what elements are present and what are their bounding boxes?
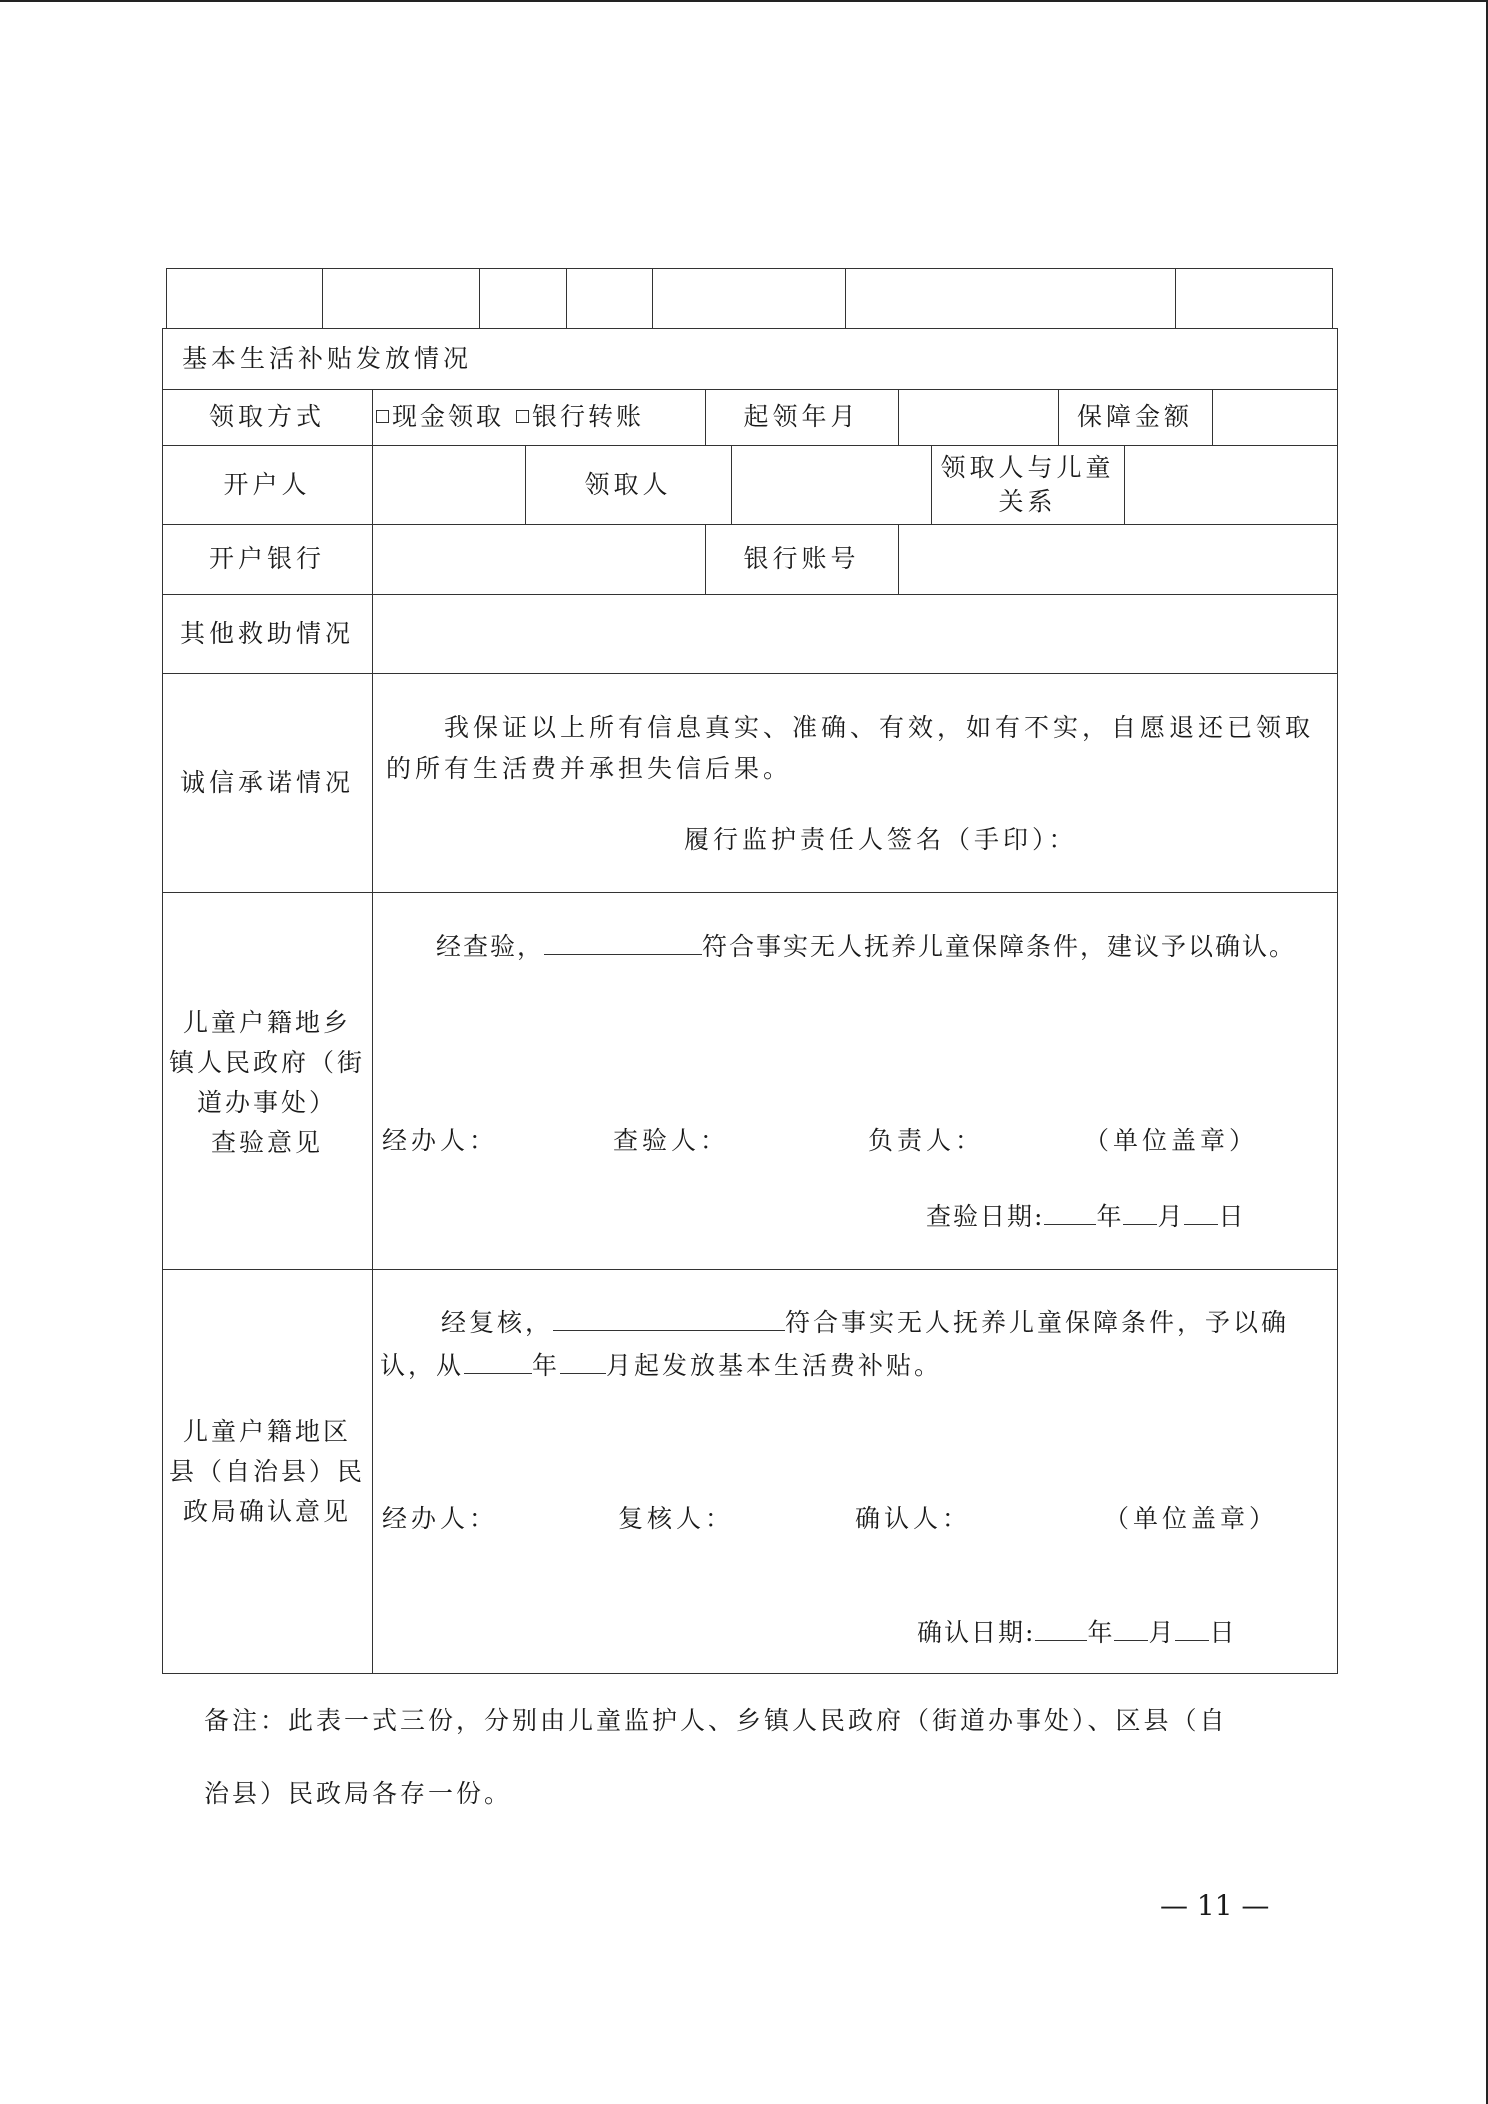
recipient-label: 领取人 xyxy=(584,469,672,499)
relation-field[interactable] xyxy=(1124,445,1337,524)
county-confirm-statement xyxy=(441,1304,1335,1342)
town-date-label: 查验日期: xyxy=(926,1202,1045,1231)
county-label-line3: 政局确认意见 xyxy=(182,1497,351,1526)
town-label-line3: 道办事处） xyxy=(196,1088,337,1117)
account-holder-field[interactable] xyxy=(372,445,525,524)
account-holder-label: 开户人 xyxy=(223,469,311,499)
relation-label-line1: 领取人与儿童 xyxy=(940,452,1115,482)
county-day-label: 日 xyxy=(1209,1618,1237,1647)
county-start-pre: 认，从 xyxy=(380,1351,465,1380)
town-label-line4: 查验意见 xyxy=(210,1128,323,1157)
county-start-post: 月起发放基本生活费补贴。 xyxy=(606,1351,943,1380)
town-statement-pre: 经查验， xyxy=(436,932,545,961)
town-responsible-label: 负责人： xyxy=(868,1126,985,1155)
town-day-label: 日 xyxy=(1218,1202,1246,1231)
grid-line xyxy=(1175,268,1176,328)
table-top-line xyxy=(166,268,1332,269)
county-year-blank[interactable] xyxy=(1035,1616,1087,1641)
integrity-text-line2: 的所有生活费并承担失信后果。 xyxy=(386,754,793,783)
county-child-name-blank[interactable] xyxy=(553,1306,785,1331)
checkbox-icon[interactable] xyxy=(516,410,529,423)
amount-label: 保障金额 xyxy=(1076,402,1193,431)
checkbox-icon[interactable] xyxy=(376,410,389,423)
town-label-line1: 儿童户籍地乡 xyxy=(182,1008,351,1037)
grid-line xyxy=(652,268,653,328)
grid-line xyxy=(162,1269,1338,1270)
town-statement-post: 符合事实无人抚养儿童保障条件，建议予以确认。 xyxy=(702,932,1297,961)
option-bank-transfer[interactable]: 银行转账 xyxy=(516,398,644,436)
county-confirm-label xyxy=(162,1412,372,1542)
guardian-signature-label: 履行监护责任人签名（手印）： xyxy=(684,825,1078,854)
town-child-name-blank[interactable] xyxy=(544,930,702,955)
town-label-line2: 镇人民政府（街 xyxy=(168,1048,365,1077)
town-year-blank[interactable] xyxy=(1044,1200,1096,1225)
grid-line xyxy=(162,892,1338,893)
method-label: 领取方式 xyxy=(208,402,325,431)
bank-account-label: 银行账号 xyxy=(743,544,860,573)
page-number: — 11 — xyxy=(1160,1889,1270,1922)
county-month-blank[interactable] xyxy=(1114,1616,1148,1641)
bank-label: 开户银行 xyxy=(208,544,325,573)
relation-label-line2: 关系 xyxy=(998,486,1057,516)
note-line1: 备注：此表一式三份，分别由儿童监护人、乡镇人民政府（街道办事处）、区县（自 xyxy=(204,1706,1228,1735)
town-year-label: 年 xyxy=(1096,1202,1124,1231)
county-handler-label: 经办人： xyxy=(382,1504,499,1533)
option-cash[interactable]: 现金领取 xyxy=(376,398,504,436)
integrity-text-line1: 我保证以上所有信息真实、准确、有效，如有不实，自愿退还已领取 xyxy=(444,713,1315,742)
county-statement-pre: 经复核， xyxy=(441,1308,554,1337)
town-month-label: 月 xyxy=(1157,1202,1185,1231)
other-aid-label: 其他救助情况 xyxy=(179,618,354,648)
town-seal-label: （单位盖章） xyxy=(1084,1126,1259,1155)
note-line2: 治县）民政局各存一份。 xyxy=(204,1779,513,1808)
county-reviewer-label: 复核人： xyxy=(618,1504,735,1533)
county-start-month-blank[interactable] xyxy=(560,1349,606,1374)
integrity-label: 诚信承诺情况 xyxy=(179,767,354,797)
county-confirmer-label: 确认人： xyxy=(855,1504,972,1533)
other-aid-field[interactable] xyxy=(372,594,1337,673)
grid-line xyxy=(162,328,1338,329)
county-label-line2: 县（自治县）民 xyxy=(168,1457,365,1486)
county-label-line1: 儿童户籍地区 xyxy=(182,1417,351,1446)
county-date-label: 确认日期: xyxy=(917,1618,1036,1647)
town-day-blank[interactable] xyxy=(1184,1200,1218,1225)
bank-field[interactable] xyxy=(372,524,705,594)
county-month-label: 月 xyxy=(1148,1618,1176,1647)
method-options xyxy=(376,398,701,438)
town-date xyxy=(926,1198,1245,1236)
county-start-year-label: 年 xyxy=(532,1351,561,1380)
start-month-label: 起领年月 xyxy=(743,402,860,431)
county-start-statement xyxy=(380,1347,1280,1385)
town-review-statement xyxy=(436,928,1336,966)
town-checker-label: 查验人： xyxy=(613,1126,730,1155)
county-year-label: 年 xyxy=(1087,1618,1115,1647)
town-handler-label: 经办人： xyxy=(382,1126,499,1155)
county-day-blank[interactable] xyxy=(1175,1616,1209,1641)
grid-line xyxy=(322,268,323,328)
bank-account-field[interactable] xyxy=(898,524,1337,594)
grid-line xyxy=(479,268,480,328)
county-seal-label: （单位盖章） xyxy=(1104,1504,1279,1533)
grid-line xyxy=(1337,328,1338,1673)
section-title: 基本生活补贴发放情况 xyxy=(182,344,473,373)
start-month-field[interactable] xyxy=(898,389,1058,445)
county-statement-post: 符合事实无人抚养儿童保障条件，予以确 xyxy=(785,1308,1290,1337)
amount-field[interactable] xyxy=(1212,389,1337,445)
town-month-blank[interactable] xyxy=(1123,1200,1157,1225)
grid-line xyxy=(166,268,167,328)
grid-line xyxy=(1332,268,1333,328)
recipient-field[interactable] xyxy=(731,445,931,524)
county-start-year-blank[interactable] xyxy=(464,1349,532,1374)
grid-line xyxy=(566,268,567,328)
town-review-label xyxy=(162,1003,372,1163)
grid-line xyxy=(845,268,846,328)
grid-line xyxy=(162,1673,1338,1674)
county-date xyxy=(917,1614,1236,1652)
relation-label xyxy=(931,445,1124,524)
